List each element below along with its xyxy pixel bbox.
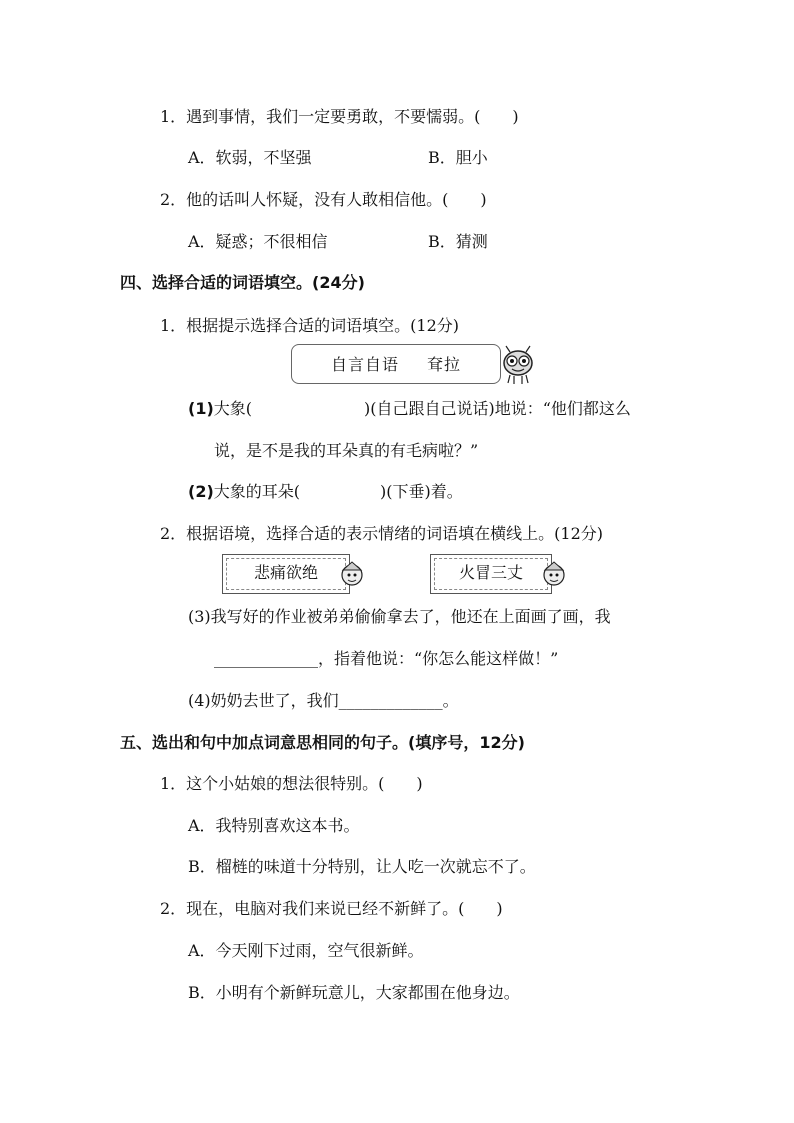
blank-2-text: 大象的耳朵( )(下垂)着。 [213,482,463,501]
question-2: 2．他的话叫人怀疑，没有人敢相信他。( ) [160,190,487,209]
blank-1-text: 大象( )(自己跟自己说话)地说：“他们都这么 [213,399,631,418]
emotion-card-2-label: 火冒三丈 [458,563,523,582]
emotion-card-2 [430,554,552,594]
s5-option-2a: A．今天刚下过雨，空气很新鲜。 [188,941,424,960]
word-option-1: 自言自语 [330,355,399,374]
option-2a: A．疑惑；不很相信 [188,232,328,251]
section-5-heading: 五、选出和句中加点词意思相同的句子。(填序号，12分) [120,733,525,752]
pencil-kid-icon [540,560,570,590]
section-4-sub1: 1．根据提示选择合适的词语填空。(12分) [160,316,460,335]
blank-4: (4)奶奶去世了，我们_____________。 [188,691,459,710]
s5-option-1a: A．我特别喜欢这本书。 [188,816,360,835]
question-1: 1．遇到事情，我们一定要勇敢，不要懦弱。( ) [160,107,519,126]
s5-question-1: 1．这个小姑娘的想法很特别。( ) [160,774,423,793]
emotion-card-1 [222,554,350,594]
blank-3-continued: _____________，指着他说：“你怎么能这样做！” [214,649,559,668]
blank-2 [188,481,463,503]
option-1a: A．软弱，不坚强 [188,148,312,167]
bug-mascot-icon [500,345,536,387]
s5-question-2: 2．现在，电脑对我们来说已经不新鲜了。( ) [160,899,503,918]
blank-1 [188,398,631,420]
blank-1-continued: 说，是不是我的耳朵真的有毛病啦？” [214,441,479,460]
blank-3: (3)我写好的作业被弟弟偷偷拿去了，他还在上面画了画，我 [188,607,611,626]
s5-option-2b: B．小明有个新鲜玩意儿，大家都围在他身边。 [188,983,520,1002]
word-box [291,344,501,384]
option-1b: B．胆小 [428,148,488,167]
section-4-sub2: 2．根据语境，选择合适的表示情绪的词语填在横线上。(12分) [160,524,604,543]
section-4-heading: 四、选择合适的词语填空。(24分) [120,273,365,292]
option-2b: B．猜测 [428,232,488,251]
blank-1-label: (1) [188,399,214,418]
blank-2-label: (2) [188,482,214,501]
s5-option-1b: B．榴梿的味道十分特别，让人吃一次就忘不了。 [188,857,536,876]
emotion-card-1-label: 悲痛欲绝 [253,563,318,582]
word-option-2: 耷拉 [427,355,462,374]
pencil-kid-icon [338,560,368,590]
